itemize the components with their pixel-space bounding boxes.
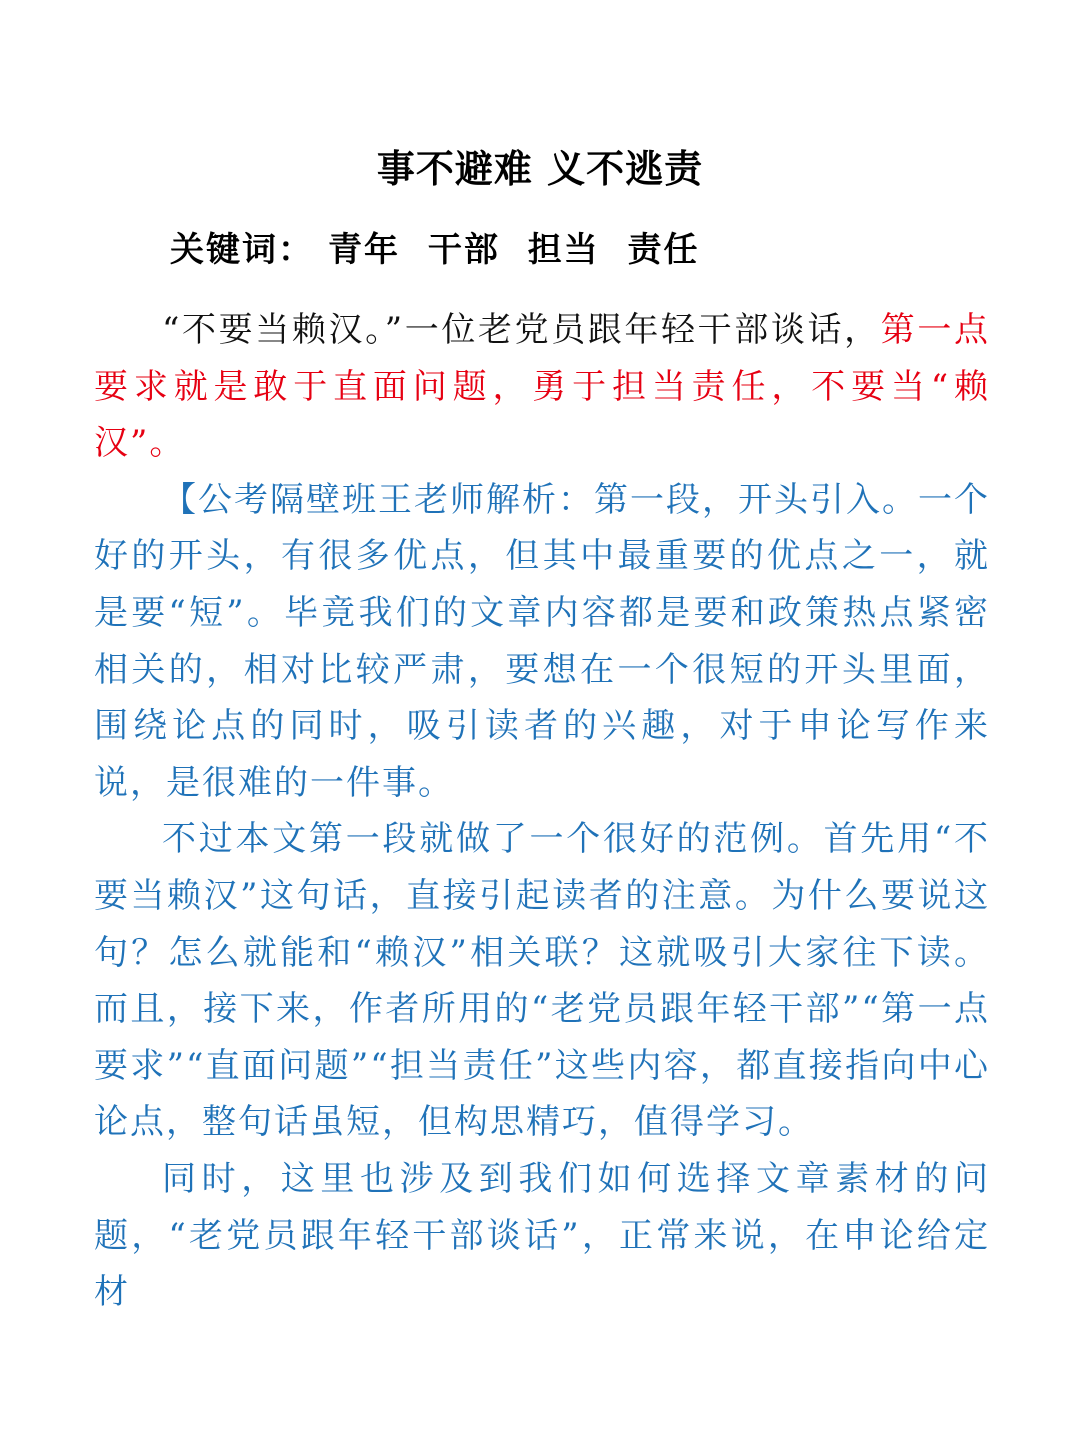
keyword-item: 青年 [328, 230, 400, 270]
opening-quote-text: “不要当赖汉。”一位老党员跟年轻干部谈话， [162, 310, 881, 350]
keywords-label: 关键词： [170, 230, 314, 270]
analysis-paragraph: 同时，这里也涉及到我们如何选择文章素材的问题，“老党员跟年轻干部谈话”，正常来说，在申论给定材 [94, 1158, 990, 1313]
highlighted-requirement-text: 第一点要求就是敢于直面问题，勇于担当责任，不要当“赖汉”。 [94, 310, 991, 464]
article-body [94, 302, 990, 1321]
keyword-item: 担当 [527, 230, 600, 270]
analysis-paragraph: 【公考隔壁班王老师解析：第一段，开头引入。一个好的开头，有很多优点，但其中最重要的优点之一，就是要“短”。毕竟我们的文章内容都是要和政策热点紧密相关的，相对比较严肃，要想在一个很短的开头里面，围绕论点的同时，吸引读者的兴趣，对于申论写作来说，是很难的一件事。 [94, 479, 990, 803]
analysis-paragraph: 不过本文第一段就做了一个很好的范例。首先用“不要当赖汉”这句话，直接引起读者的注意。为什么要说这句？怎么就能和“赖汉”相关联？这就吸引大家往下读。而且，接下来，作者所用的“老党员跟年轻干部”“第一点要求”“直面问题”“担当责任”这些内容，都直接指向中心论点，整句话虽短，但构思精巧，值得学习。 [94, 819, 990, 1143]
keyword-item: 责任 [627, 230, 700, 270]
keyword-item: 干部 [427, 230, 500, 270]
document-title: 事不避难 义不逃责 [376, 146, 704, 191]
keywords-line [170, 222, 700, 271]
opening-paragraph [94, 302, 990, 472]
